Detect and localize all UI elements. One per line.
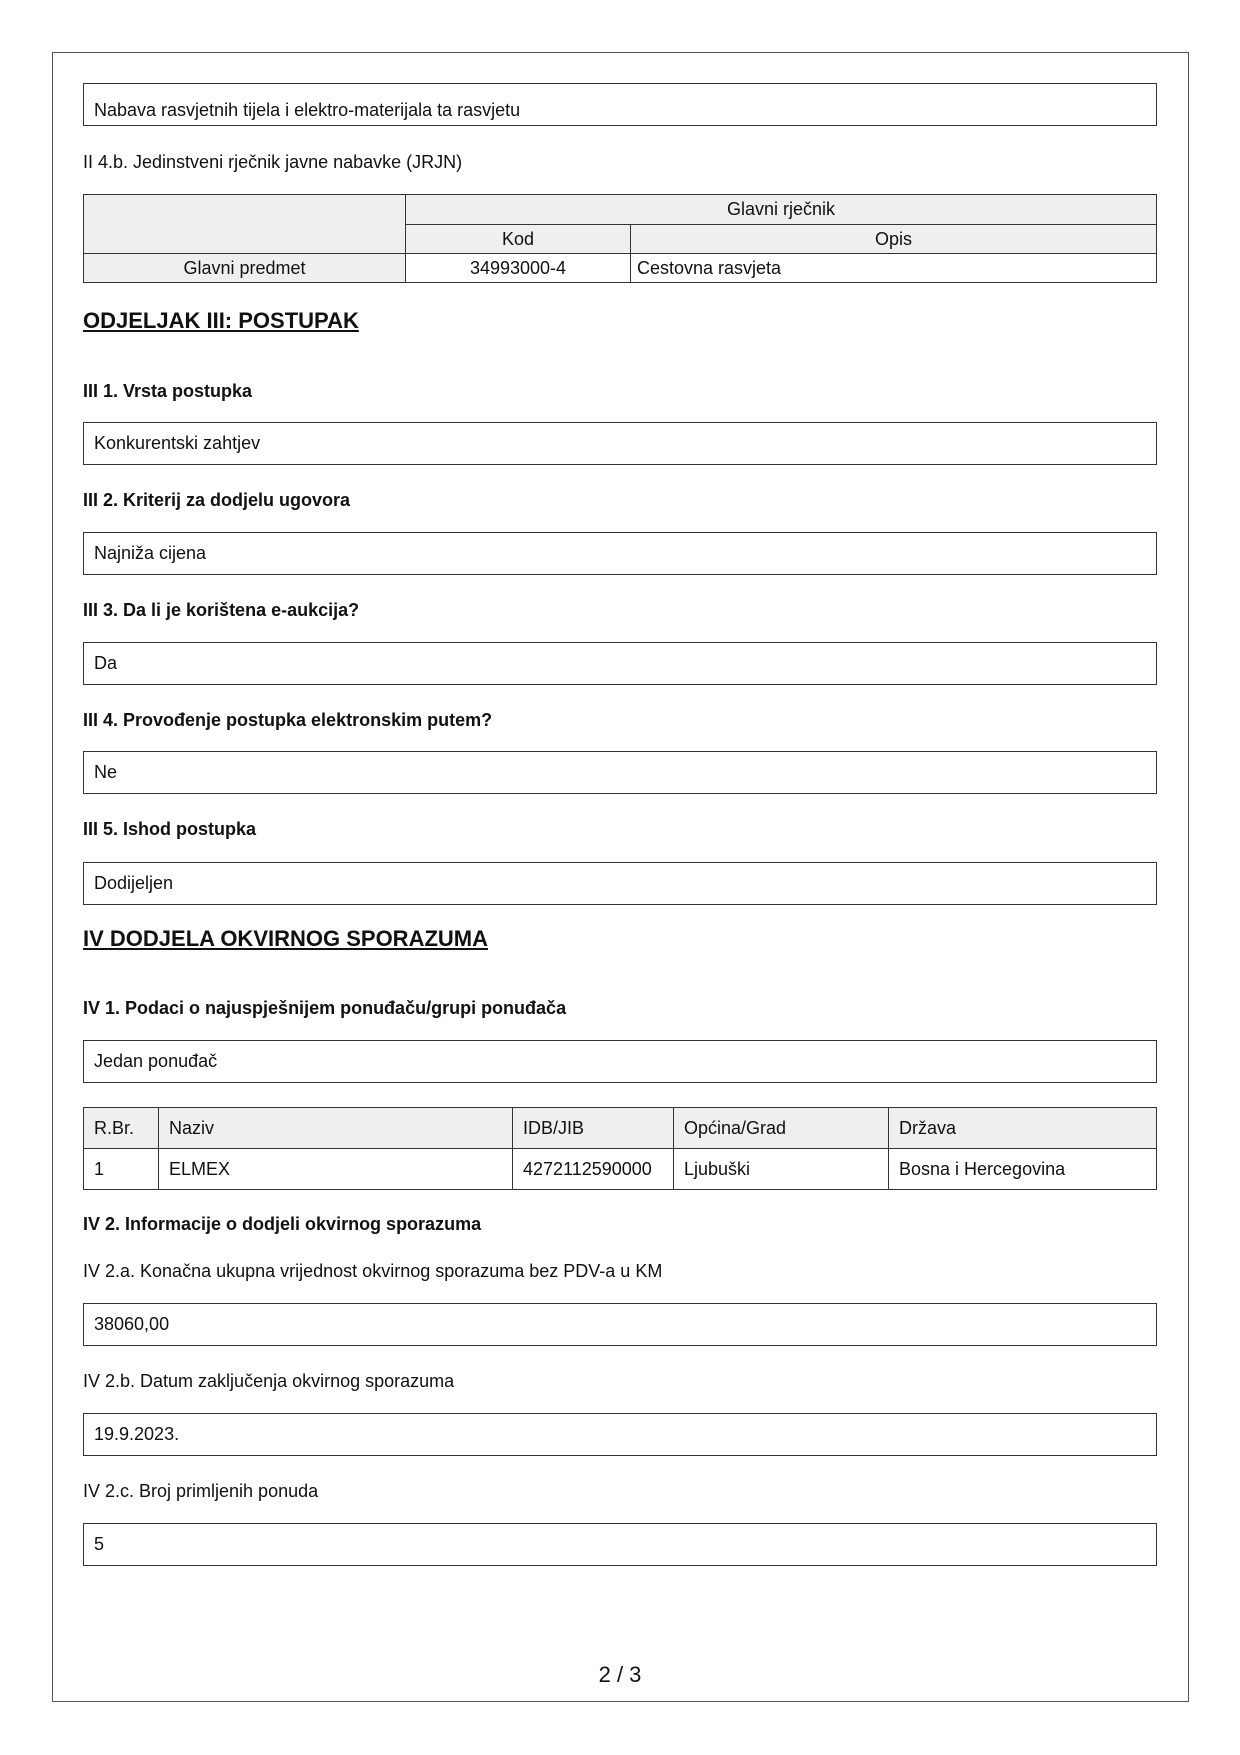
q2-value: Najniža cijena <box>83 532 1157 575</box>
q2-label: III 2. Kriterij za dodjelu ugovora <box>83 490 351 510</box>
document-content <box>83 83 1157 1566</box>
cpv-row-label: Glavni predmet <box>84 254 406 283</box>
q4-label: III 4. Provođenje postupka elektronskim putem? <box>83 710 493 730</box>
q1-value: Konkurentski zahtjev <box>83 422 1157 465</box>
iv2c-value: 5 <box>83 1523 1157 1566</box>
bidder-rbr: 1 <box>84 1149 159 1190</box>
cpv-col-code: Kod <box>406 224 631 254</box>
section4-title: IV DODJELA OKVIRNOG SPORAZUMA <box>83 926 488 951</box>
bidders-header-opcina: Općina/Grad <box>674 1108 889 1149</box>
iv1-value: Jedan ponuđač <box>83 1040 1157 1083</box>
q4-value: Ne <box>83 751 1157 794</box>
iv2b-value: 19.9.2023. <box>83 1413 1157 1456</box>
iv2a-value: 38060,00 <box>83 1303 1157 1346</box>
cpv-empty-corner <box>84 195 406 254</box>
cpv-table <box>83 194 1157 283</box>
iv2a-label: IV 2.a. Konačna ukupna vrijednost okvirnog sporazuma bez PDV-a u KM <box>83 1261 663 1281</box>
iv1-label: IV 1. Podaci o najuspješnijem ponuđaču/grupi ponuđača <box>83 998 567 1018</box>
table-row <box>84 1149 1157 1190</box>
bidders-header-idb: IDB/JIB <box>513 1108 674 1149</box>
bidder-opcina: Ljubuški <box>674 1149 889 1190</box>
page-number: 2 / 3 <box>598 1662 642 1687</box>
q5-value: Dodijeljen <box>83 862 1157 905</box>
cpv-group-header: Glavni rječnik <box>406 195 1157 225</box>
q3-value: Da <box>83 642 1157 685</box>
subject-field: Nabava rasvjetnih tijela i elektro-materijala ta rasvjetu <box>83 83 1157 126</box>
cpv-label: II 4.b. Jedinstveni rječnik javne nabavke (JRJN) <box>83 152 463 172</box>
bidder-naziv: ELMEX <box>159 1149 513 1190</box>
cpv-col-desc: Opis <box>631 224 1157 254</box>
q5-label: III 5. Ishod postupka <box>83 819 257 839</box>
q3-label: III 3. Da li je korištena e-aukcija? <box>83 600 360 620</box>
bidders-table <box>83 1107 1157 1190</box>
cpv-code: 34993000-4 <box>406 254 631 283</box>
iv2-label: IV 2. Informacije o dodjeli okvirnog sporazuma <box>83 1214 482 1234</box>
iv2b-label: IV 2.b. Datum zaključenja okvirnog sporazuma <box>83 1371 455 1391</box>
section3-title: ODJELJAK III: POSTUPAK <box>83 308 359 333</box>
bidders-header-drzava: Država <box>889 1108 1157 1149</box>
q1-label: III 1. Vrsta postupka <box>83 381 253 401</box>
bidders-header-rbr: R.Br. <box>84 1108 159 1149</box>
bidder-drzava: Bosna i Hercegovina <box>889 1149 1157 1190</box>
bidder-idb: 4272112590000 <box>513 1149 674 1190</box>
iv2c-label: IV 2.c. Broj primljenih ponuda <box>83 1481 319 1501</box>
cpv-description: Cestovna rasvjeta <box>631 254 1157 283</box>
bidders-header-naziv: Naziv <box>159 1108 513 1149</box>
